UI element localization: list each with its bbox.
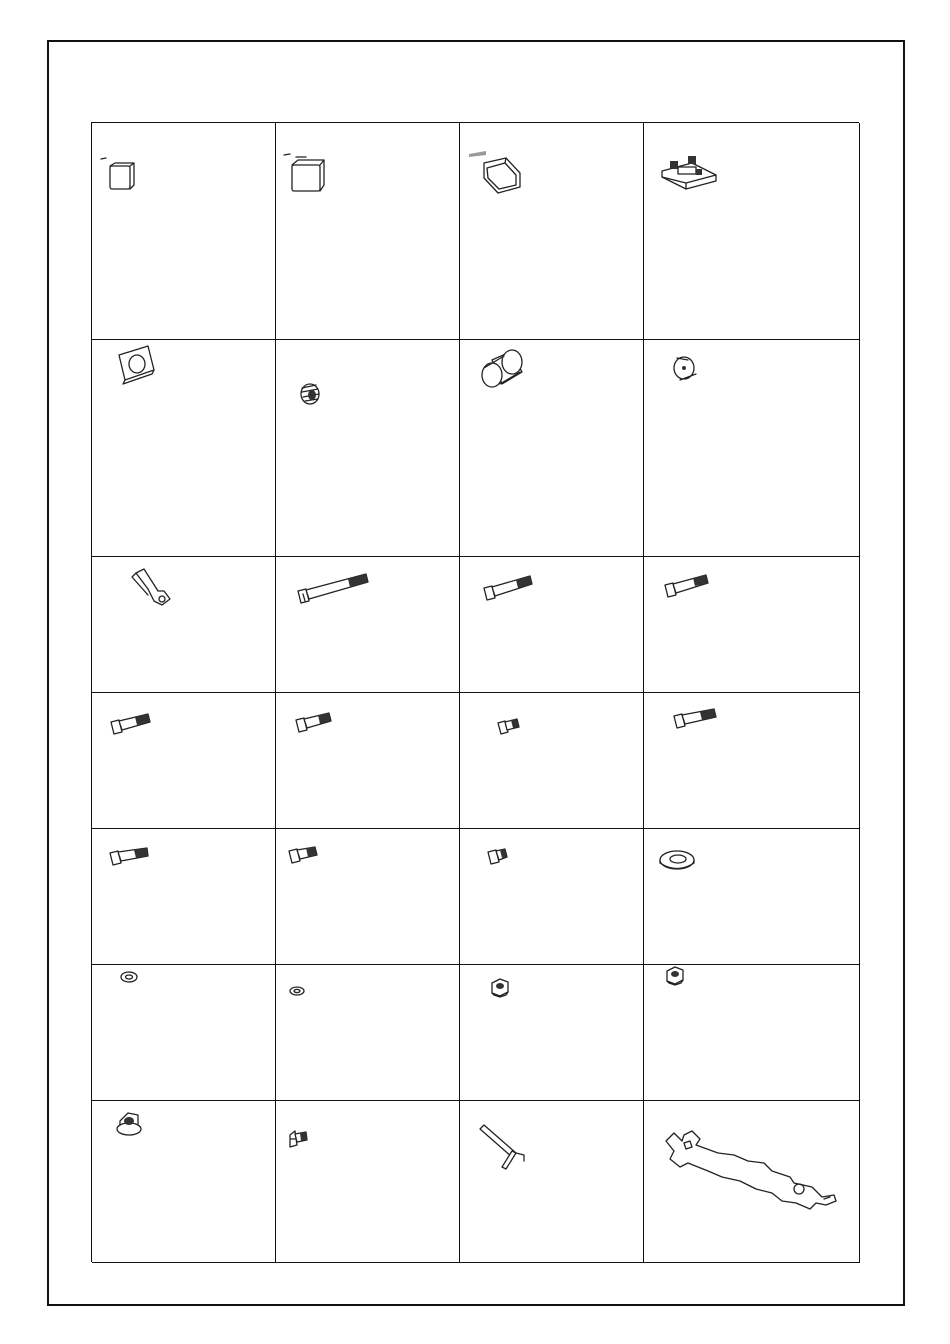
part-cell <box>644 340 860 557</box>
spanner-wrench-icon <box>644 1101 860 1221</box>
flange-nut-icon <box>92 1101 182 1161</box>
part-cell <box>460 1101 644 1263</box>
parts-grid <box>91 122 859 1262</box>
part-cell <box>644 829 860 965</box>
part-cell <box>92 965 276 1101</box>
part-cell <box>92 557 276 693</box>
end-cap-icon <box>276 123 336 203</box>
part-cell <box>644 557 860 693</box>
part-cell <box>276 123 460 340</box>
bolt-icon <box>644 693 734 753</box>
part-cell <box>276 965 460 1101</box>
part-cell <box>92 123 276 340</box>
part-cell <box>92 693 276 829</box>
medium-bolt-icon <box>644 557 734 617</box>
part-cell <box>92 829 276 965</box>
part-cell <box>460 693 644 829</box>
allen-key-icon <box>460 1101 550 1181</box>
lock-nut-icon <box>644 965 734 1025</box>
short-bolt-icon <box>276 829 366 889</box>
clip-disc-icon <box>644 340 724 400</box>
part-cell <box>460 965 644 1101</box>
bolt-icon <box>92 829 182 889</box>
square-tube-insert-icon <box>460 123 540 203</box>
part-cell <box>276 1101 460 1263</box>
threaded-knob-icon <box>276 340 336 420</box>
bolt-icon <box>92 693 182 753</box>
long-bolt-icon <box>276 557 396 617</box>
washer-icon <box>92 965 182 1025</box>
square-bushing-icon <box>92 340 172 400</box>
rectangular-bracket-icon <box>644 123 734 203</box>
small-washer-icon <box>276 965 366 1025</box>
part-cell <box>92 1101 276 1263</box>
part-cell <box>276 693 460 829</box>
part-cell <box>276 340 460 557</box>
medium-bolt-icon <box>460 557 550 617</box>
short-bolt-icon <box>460 693 550 753</box>
short-bolt-icon <box>460 829 550 889</box>
part-cell <box>644 123 860 340</box>
part-cell <box>644 1101 860 1263</box>
part-cell <box>460 340 644 557</box>
part-cell <box>460 829 644 965</box>
round-spacer-icon <box>460 340 540 400</box>
part-cell <box>276 829 460 965</box>
large-washer-icon <box>644 829 734 889</box>
countersunk-screw-icon <box>276 1101 366 1161</box>
part-cell <box>460 557 644 693</box>
part-cell <box>276 557 460 693</box>
pin-clip-icon <box>92 557 182 617</box>
part-cell <box>92 340 276 557</box>
small-end-cap-icon <box>92 123 152 203</box>
lock-nut-icon <box>460 965 550 1025</box>
part-cell <box>644 965 860 1101</box>
bolt-icon <box>276 693 366 753</box>
part-cell <box>644 693 860 829</box>
part-cell <box>460 123 644 340</box>
